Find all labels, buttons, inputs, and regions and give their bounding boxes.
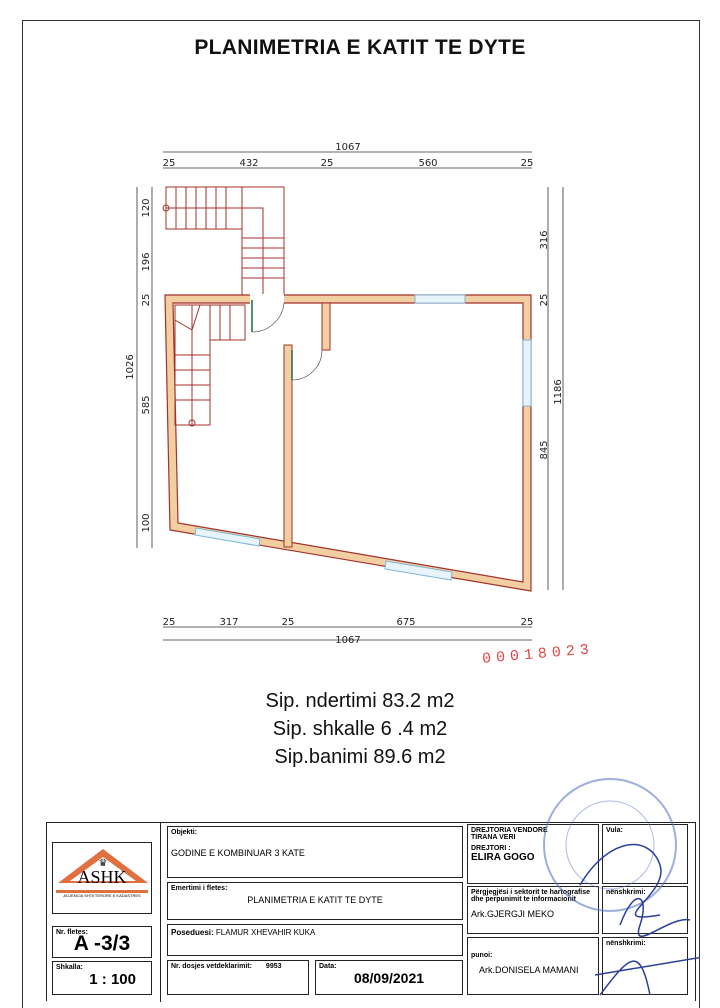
area-shkalle: Sip. shkalle 6 .4 m2 xyxy=(272,718,448,740)
punoi: Ark.DONISELA MAMANI xyxy=(479,965,579,975)
dosje-label: Nr. dosjes vetdeklarimit: xyxy=(171,963,252,970)
dim-bottom-seg: 25 xyxy=(520,617,534,628)
dim-bottom-seg: 25 xyxy=(162,617,176,628)
objekti-label: Objekti: xyxy=(171,829,198,836)
serial-number: 00018023 xyxy=(481,641,595,668)
inner-staircase xyxy=(175,305,245,426)
nenshkrimi-label-2: nënshkrimi: xyxy=(606,940,646,947)
poseduesi-label: Poseduesi: xyxy=(171,928,214,937)
dim-right-seg: 316 xyxy=(539,230,550,250)
upper-staircase xyxy=(163,187,284,295)
emertimi-label: Emertimi i fletes: xyxy=(171,885,228,892)
data-label: Data: xyxy=(319,963,337,970)
official-stamp xyxy=(540,775,700,1008)
dim-top-seg: 432 xyxy=(239,158,259,169)
dim-bottom-seg: 25 xyxy=(281,617,295,628)
dim-right-seg: 845 xyxy=(539,440,550,460)
drejtori-label: DREJTORI : xyxy=(471,845,511,852)
area-banimi: Sip.banimi 89.6 m2 xyxy=(274,746,446,768)
pergjegjesi: Përgjegjësi i sektorit te hartografise xyxy=(471,889,591,896)
logo-subtitle: AGJENCIA SHTETERORE E KADASTRES xyxy=(56,890,148,898)
drejtoria-2: TIRANA VERI xyxy=(471,834,516,841)
dim-top-seg: 25 xyxy=(320,158,334,169)
objekti: GODINE E KOMBINUAR 3 KATE xyxy=(171,848,305,858)
nr-fletes: A -3/3 xyxy=(73,932,131,955)
dim-left-seg: 100 xyxy=(141,513,152,533)
drejtori: ELIRA GOGO xyxy=(471,852,535,863)
poseduesi: FLAMUR XHEVAHIR KUKA xyxy=(215,928,316,937)
ashk-logo xyxy=(52,842,152,914)
stair-opening xyxy=(250,294,284,304)
logo-text: ASHK xyxy=(77,867,127,887)
dim-left-total: 1026 xyxy=(125,354,136,380)
dim-top-seg: 560 xyxy=(418,158,438,169)
dim-top-seg: 25 xyxy=(162,158,176,169)
dim-bottom-seg: 675 xyxy=(396,617,416,628)
sheet-title: PLANIMETRIA E KATIT TE DYTE xyxy=(194,36,526,59)
title-block-divider xyxy=(160,822,161,1002)
area-ndertimi: Sip. ndertimi 83.2 m2 xyxy=(265,690,455,712)
nr-fletes-label: Nr. fletes: xyxy=(56,929,88,936)
dim-left-seg: 196 xyxy=(141,252,152,272)
interior-wall xyxy=(322,303,330,350)
dim-top-total: 1067 xyxy=(335,142,361,153)
dim-right-seg: 25 xyxy=(539,293,550,307)
dim-right-total: 1186 xyxy=(553,379,564,405)
dimension-lines xyxy=(137,152,563,640)
pergjegjesi-name: Ark.GJERGJI MEKO xyxy=(471,909,555,919)
shkalla: 1 : 100 xyxy=(89,971,136,988)
pergjegjesi-2: dhe perpunimit te informacionit xyxy=(471,896,577,903)
dim-left-seg: 25 xyxy=(141,293,152,307)
signature-mark xyxy=(580,845,700,995)
emertimi: PLANIMETRIA E KATIT TE DYTE xyxy=(247,895,383,905)
dosje: 9953 xyxy=(265,963,282,970)
shkalla-label: Shkalla: xyxy=(56,964,83,971)
data: 08/09/2021 xyxy=(353,970,425,986)
dim-bottom-total: 1067 xyxy=(335,635,361,646)
dim-top-seg: 25 xyxy=(520,158,534,169)
dim-left-seg: 120 xyxy=(141,198,152,218)
svg-text:♛: ♛ xyxy=(98,858,108,869)
drejtoria: DREJTORIA VENDORE xyxy=(471,827,548,834)
interior-wall xyxy=(284,345,292,547)
dim-bottom-seg: 317 xyxy=(219,617,239,628)
vula-label: Vula: xyxy=(606,827,623,834)
punoi-label: punoi: xyxy=(471,952,493,959)
nenshkrimi-label: nënshkrimi: xyxy=(606,889,646,896)
dim-left-seg: 585 xyxy=(141,395,152,415)
